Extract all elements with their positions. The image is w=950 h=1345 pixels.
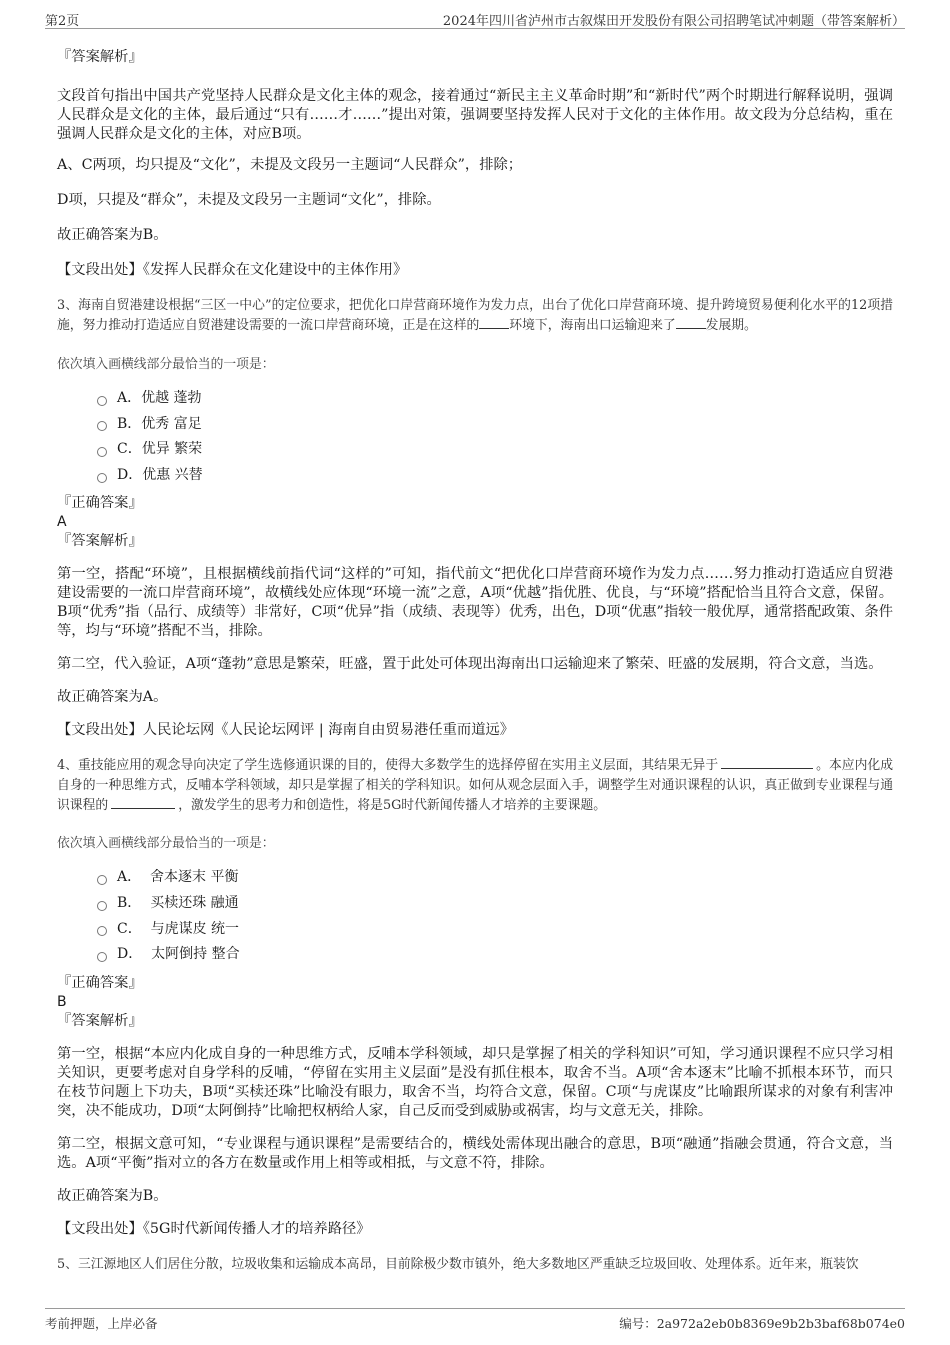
q3-option-b[interactable]: B．优秀 富足 bbox=[97, 412, 893, 438]
q3-analysis-p1: 第一空，搭配“环境”，且根据横线前指代词“这样的”可知，指代前文“把优化口岸营商环境作为发力点……努力推动打造适应自贸港建设需要的一流口岸营商环境”，故横线处应体现“环境一流”之意，A项“优越”指优胜、优良，与“环境”搭配恰当且符合文意，保留。B项“优秀”指（品行、成绩等）非常好，C项“优异”指（成绩、表现等）优秀，出色，D项“优惠”指较一般优厚，通常搭配政策、条件等，均与“环境”搭配不当，排除。 bbox=[57, 566, 893, 640]
q3-source: 【文段出处】人民论坛网《人民论坛网评 | 海南自由贸易港任重而道远》 bbox=[57, 722, 515, 739]
q4-options bbox=[57, 865, 893, 967]
q4-option-b[interactable]: B． 买椟还珠 融通 bbox=[97, 891, 893, 917]
q3-correct-label: 『正确答案』 bbox=[57, 495, 143, 512]
q4-analysis-p1: 第一空，根据“本应内化成自身的一种思维方式，反哺本学科领域，却只是掌握了相关的学科知识”可知，学习通识课程不应只学习相关知识，更要考虑对自身学科的反哺，“停留在实用主义层面”是没有抓住根本，取舍不当。A项“舍本逐末”比喻不抓根本环节，而只在枝节问题上下功夫，B项“买椟还珠”比喻没有眼力，取舍不当，均符合文意，保留。C项“与虎谋皮”比喻跟所谋求的对象有利害冲突，决不能成功，D项“太阿倒持”比喻把权柄给人家，自己反而受到威胁或祸害，均与文意无关，排除。 bbox=[57, 1045, 893, 1119]
q3-stem: 3、海南自贸港建设根据“三区一中心”的定位要求，把优化口岸营商环境作为发力点，出台了优化口岸营商环境、提升跨境贸易便利化水平的12项措施，努力推动打造适应自贸港建设需要的一流口岸营商环境，正是在这样的 环境下，海南出口运输迎来了 发展期。 bbox=[57, 298, 893, 333]
q2-analysis-d: D项，只提及“群众”，未提及文段另一主题词“文化”，排除。 bbox=[57, 192, 441, 208]
q4-instruction: 依次填入画横线部分最恰当的一项是： bbox=[57, 836, 275, 852]
radio-icon[interactable] bbox=[97, 952, 107, 962]
q4-blank-1 bbox=[721, 756, 813, 769]
radio-icon[interactable] bbox=[97, 926, 107, 936]
q3-option-a[interactable]: A．优越 蓬勃 bbox=[97, 386, 893, 412]
page-footer bbox=[45, 1308, 905, 1331]
q3-correct-answer: A bbox=[57, 514, 67, 531]
q4-source: 【文段出处】《5G时代新闻传播人才的培养路径》 bbox=[57, 1220, 371, 1237]
q2-analysis-text: 文段首句指出中国共产党坚持人民群众是文化主体的观念，接着通过“新民主主义革命时期”和“新时代”两个时期进行解释说明，强调人民群众是文化的主体，最后通过“只有……才……”提出对策，强调要坚持发挥人民对于文化的主体作用。故文段为分总结构，重在强调人民群众是文化的主体，对应B项。 bbox=[57, 88, 893, 142]
q3-instruction: 依次填入画横线部分最恰当的一项是： bbox=[57, 357, 275, 372]
q4-option-d[interactable]: D． 太阿倒持 整合 bbox=[97, 942, 893, 968]
q3-option-d[interactable]: D．优惠 兴替 bbox=[97, 463, 893, 489]
page-number-label: 第2页 bbox=[45, 14, 80, 29]
radio-icon[interactable] bbox=[97, 447, 107, 457]
radio-icon[interactable] bbox=[97, 396, 107, 406]
q4-option-c[interactable]: C． 与虎谋皮 统一 bbox=[97, 917, 893, 943]
q4-correct-answer: B bbox=[57, 993, 67, 1010]
radio-icon[interactable] bbox=[97, 473, 107, 483]
q3-analysis-label: 『答案解析』 bbox=[57, 533, 143, 550]
footer-slogan: 考前押题，上岸必备 bbox=[45, 1316, 158, 1331]
q4-analysis-label: 『答案解析』 bbox=[57, 1012, 143, 1029]
page-content bbox=[57, 42, 893, 1275]
document-title: 2024年四川省泸州市古叙煤田开发股份有限公司招聘笔试冲刺题（带答案解析） bbox=[442, 14, 905, 29]
radio-icon[interactable] bbox=[97, 421, 107, 431]
q4-blank-2 bbox=[111, 796, 175, 809]
footer-serial: 编号：2a972a2eb0b8369e9b2b3baf68b074e0 bbox=[619, 1316, 905, 1331]
q3-conclusion: 故正确答案为A。 bbox=[57, 689, 168, 706]
q3-option-c[interactable]: C．优异 繁荣 bbox=[97, 437, 893, 463]
q4-conclusion: 故正确答案为B。 bbox=[57, 1187, 168, 1204]
q3-options bbox=[57, 386, 893, 488]
q2-analysis-label: 『答案解析』 bbox=[57, 49, 143, 65]
radio-icon[interactable] bbox=[97, 875, 107, 885]
q4-analysis-p2: 第二空，根据文意可知，“专业课程与通识课程”是需要结合的，横线处需体现出融合的意思，B项“融通”指融会贯通，符合文意，当选。A项“平衡”指对立的各方在数量或作用上相等或相抵，与文意不符，排除。 bbox=[57, 1135, 893, 1171]
q2-conclusion: 故正确答案为B。 bbox=[57, 227, 168, 243]
q2-analysis-ac: A、C两项，均只提及“文化”，未提及文段另一主题词“人民群众”，排除； bbox=[57, 157, 523, 173]
q4-correct-label: 『正确答案』 bbox=[57, 974, 143, 991]
radio-icon[interactable] bbox=[97, 901, 107, 911]
q2-source: 【文段出处】《发挥人民群众在文化建设中的主体作用》 bbox=[57, 262, 408, 278]
q3-blank-2 bbox=[676, 316, 706, 329]
q4-option-a[interactable]: A． 舍本逐末 平衡 bbox=[97, 865, 893, 891]
q3-analysis-p2: 第二空，代入验证，A项“蓬勃”意思是繁荣，旺盛，置于此处可体现出海南出口运输迎来了繁荣、旺盛的发展期，符合文意，当选。 bbox=[57, 656, 883, 673]
q4-stem: 4、重技能应用的观念导向决定了学生选修通识课的目的，使得大多数学生的选择停留在实用主义层面，其结果无异于 。本应内化成自身的一种思维方式，反哺本学科领域，却只是掌握了相关的学科知识。如何从观念层面入手，调整学生对通识课程的认识，真正做到专业课程与通识课程的 ，激发学生的思考力和创造性，将是5G时代新闻传播人才培养的主要课题。 bbox=[57, 758, 893, 814]
page-header bbox=[45, 10, 905, 29]
q5-stem: 5、三江源地区人们居住分散，垃圾收集和运输成本高昂，目前除极少数市镇外，绝大多数地区严重缺乏垃圾回收、处理体系。近年来，瓶装饮 bbox=[57, 1256, 859, 1272]
q3-blank-1 bbox=[479, 316, 509, 329]
